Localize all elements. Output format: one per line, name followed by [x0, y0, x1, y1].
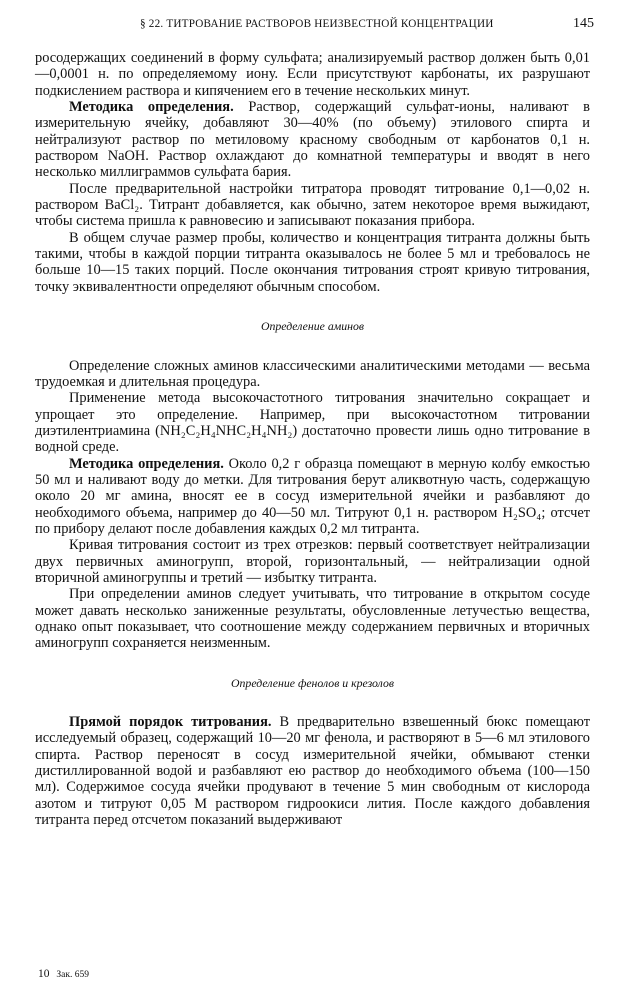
- paragraph: В общем случае размер пробы, количество и концентрация титранта должны быть такими, чтобы в каждой порции титранта оказывалось не более 5 мл и требовалось не больше 10—15 таких порций. После окончания титрования строят кривую титрования, точку эквивалентности определяют обычным способом.: [35, 229, 590, 295]
- paragraph: [35, 456, 590, 538]
- paragraph-text: Около 0,2 г образца помещают в мерную колбу емкостью 50 мл и наливают воду до метки. Для титрования берут аликвотную часть, содержащую около 20 мг амина, вносят ее в сосуд измерительной ячейки и разбавляют до необходимого объема, например до 40—50 мл. Титруют 0,1 н. раствором H₂SO₄; отсчет по прибору делают после добавления каждых 0,2 мл титранта.: [35, 455, 590, 537]
- method-label: Методика определения.: [69, 455, 224, 472]
- paragraph: Кривая титрования состоит из трех отрезков: первый соответствует нейтрализации двух первичных аминогрупп, второй, горизонтальный, — нейтрализации одной вторичной аминогруппы и третий — избытку титранта.: [35, 537, 590, 586]
- paragraph: [35, 99, 590, 181]
- sheet-number: 10: [38, 968, 50, 980]
- order-code: Зак. 659: [56, 970, 89, 980]
- paragraph: При определении аминов следует учитывать, что титрование в открытом сосуде может давать несколько заниженные результаты, обусловленные летучестью вещества, однако опыт показывает, что соотношение между содержанием первичных и вторичных аминогрупп сохраняется неизменным.: [35, 586, 590, 652]
- section-heading-phenols: Определение фенолов и крезолов: [231, 675, 394, 690]
- page-body: [35, 50, 590, 828]
- paragraph-text: В предварительно взвешенный бюкс помещают исследуемый образец, содержащий 10—20 мг фенола, и растворяют в 5—6 мл этилового спирта. Раствор переносят в сосуд измерительной ячейки, обмывают стенки дистиллированной водой и разбавляют ею раствор до необходимого объема (100—150 мл). Содержимое сосуда ячейки продувают в течение 5 мин свободным от кислорода азотом и титруют 0,05 М раствором гидроокиси лития. После каждого добавления титранта перед отсчетом показаний выдерживают: [35, 714, 590, 829]
- paragraph: Применение метода высокочастотного титрования значительно сокращает и упрощает это определение. Например, при высокочастотном титровании диэтилентриамина (NH₂C₂H₄NHC₂H₄NH₂) достаточно провести лишь одно титрование в водной среде.: [35, 390, 590, 456]
- page-number: 145: [573, 16, 594, 31]
- running-title: § 22. ТИТРОВАНИЕ РАСТВОРОВ НЕИЗВЕСТНОЙ КОНЦЕНТРАЦИИ: [140, 18, 494, 30]
- paragraph-text: Раствор, содержащий сульфат-ионы, наливают в измерительную ячейку, добавляют 30—40% (по объему) этилового спирта и нейтрализуют раствор по метиловому красному свободным от карбонатов 0,1 н. раствором NaOH. Раствор охлаждают до комнатной температуры и вводят в него несколько миллиграммов сульфата бария.: [35, 99, 590, 181]
- paragraph: Определение сложных аминов классическими аналитическими методами — весьма трудоемкая и длительная процедура.: [35, 357, 590, 390]
- paragraph: росодержащих соединений в форму сульфата; анализируемый раствор должен быть 0,01—0,0001 н. по определяемому иону. Если присутствуют карбонаты, их разрушают подкислением раствора и кипячением его в течение нескольких минут.: [35, 50, 590, 99]
- section-heading-amines: Определение аминов: [260, 319, 365, 334]
- method-label: Прямой порядок титрования.: [69, 714, 272, 731]
- paragraph: [35, 714, 590, 828]
- method-label: Методика определения.: [69, 99, 234, 116]
- paragraph: После предварительной настройки титратора проводят титрование 0,1—0,02 н. раствором BaCl₂. Титрант добавляется, как обычно, затем некоторое время выжидают, чтобы система пришла к равновесию и записывают показания прибора.: [35, 180, 590, 230]
- printer-signature: [38, 968, 89, 980]
